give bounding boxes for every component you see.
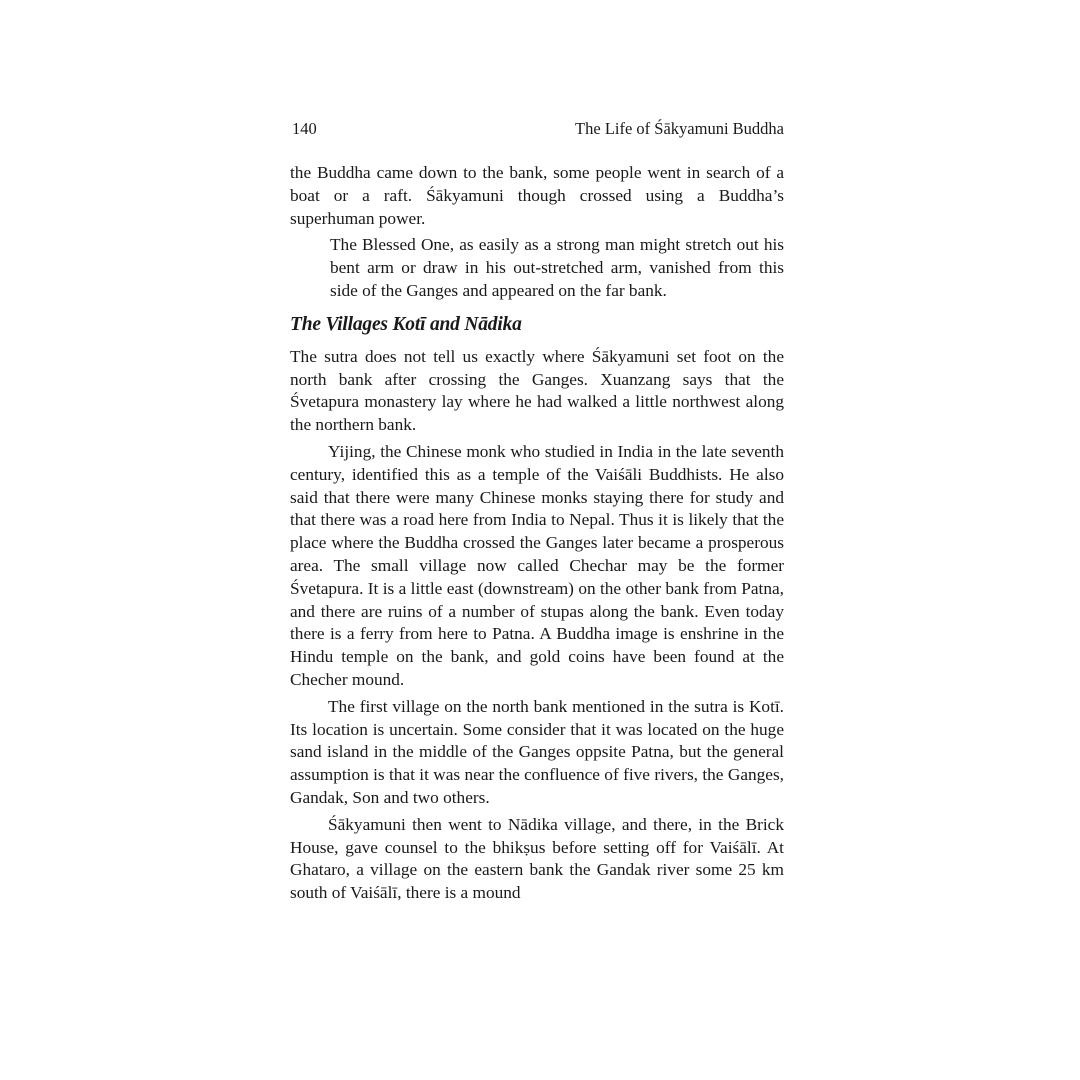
paragraph-yijing: Yijing, the Chinese monk who studied in India in the late seventh century, identified this as a temple of the Vaiśāli Buddhists. He also said that there were many Chinese monks staying there for study and that there was a road here from India to Nepal. Thus it is likely that the place where the Buddha crossed the Ganges later became a prosperous area. The small village now called Chechar may be the former Śvetapura. It is a little east (downstream) on the other bank from Patna, and there are ruins of a number of stupas along the bank. Even today there is a ferry from here to Patna. A Buddha image is enshrine in the Hindu temple on the bank, and gold coins have been found at the Checher mound. [290, 441, 784, 689]
running-header [290, 118, 784, 142]
paragraph-koti: The first village on the north bank mentioned in the sutra is Kotī. Its location is uncertain. Some consider that it was located on the huge sand island in the middle of the Ganges oppsite Patna, but the general assumption is that it was near the confluence of five rivers, the Ganges, Gandak, Son and two others. [290, 696, 784, 807]
section-heading: The Villages Kotī and Nādika [290, 313, 522, 335]
block-quote: The Blessed One, as easily as a strong man might stretch out his bent arm or draw in his out-stretched arm, vanished from this side of the Ganges and appeared on the far bank. [330, 235, 784, 300]
running-title: The Life of Śākyamuni Buddha [575, 119, 784, 138]
paragraph-sutra: The sutra does not tell us exactly where Śākyamuni set foot on the north bank after crossing the Ganges. Xuanzang says that the Śvetapura monastery lay where he had walked a little northwest along the northern bank. [290, 346, 784, 435]
paragraph-nadika: Śākyamuni then went to Nādika village, and there, in the Brick House, gave counsel to the bhikṣus before setting off for Vaiśālī. At Ghataro, a village on the eastern bank the Gandak river some 25 km south of Vaiśālī, there is a mound [290, 814, 784, 903]
page-number: 140 [292, 119, 317, 138]
paragraph-continuation: the Buddha came down to the bank, some people went in search of a boat or a raft. Śākyamuni though crossed using a Buddha’s superhuman power. [290, 163, 784, 228]
book-page [290, 118, 784, 905]
body-text [290, 162, 784, 905]
